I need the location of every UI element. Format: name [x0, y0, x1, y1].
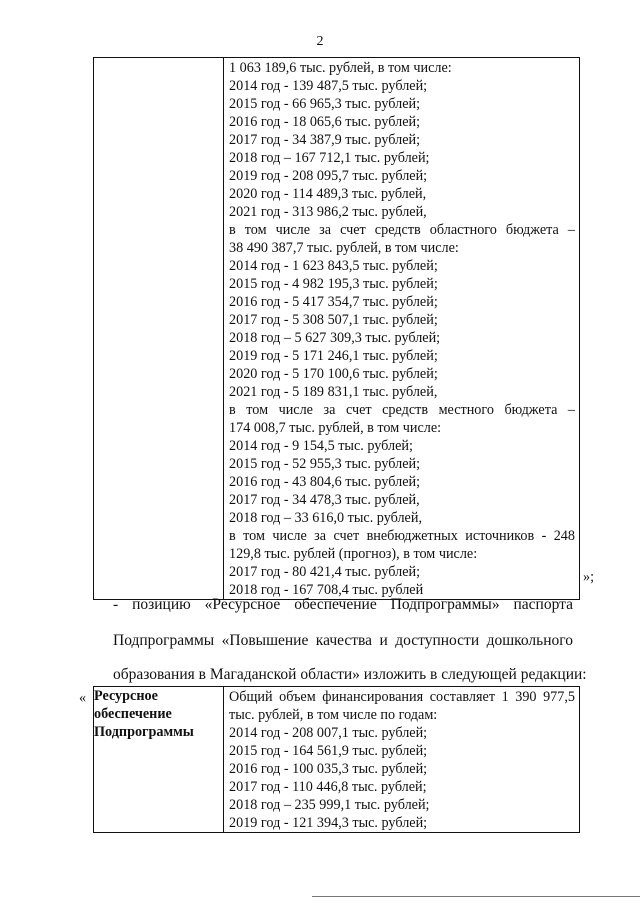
table-row: [94, 58, 580, 600]
funding-line: в том числе за счет средств областного бюджета –: [229, 222, 575, 238]
funding-line: 2018 год – 235 999,1 тыс. рублей;: [229, 797, 430, 813]
funding-line: 2017 год - 34 478,3 тыс. рублей,: [229, 492, 420, 508]
funding-line: 2019 год - 5 171 246,1 тыс. рублей;: [229, 348, 438, 364]
amendment-paragraph-line-2: [113, 631, 573, 651]
funding-line: 38 490 387,7 тыс. рублей, в том числе:: [229, 240, 459, 256]
funding-line: 2020 год - 5 170 100,6 тыс. рублей;: [229, 366, 438, 382]
table-right-cell: [224, 687, 580, 833]
funding-line: 2016 год - 5 417 354,7 тыс. рублей;: [229, 294, 438, 310]
funding-line: 2016 год - 18 065,6 тыс. рублей;: [229, 114, 421, 130]
funding-line: 2016 год - 100 035,3 тыс. рублей;: [229, 761, 428, 777]
funding-line: 2014 год - 139 487,5 тыс. рублей;: [229, 78, 428, 94]
funding-line: 2021 год - 5 189 831,1 тыс. рублей,: [229, 384, 438, 400]
funding-line: тыс. рублей, в том числе по годам:: [229, 707, 438, 723]
funding-line: 2019 год - 121 394,3 тыс. рублей;: [229, 815, 428, 831]
closing-quote: »;: [583, 569, 595, 585]
paragraph-line: Подпрограммы «Повышение качества и доступности дошкольного: [113, 632, 573, 649]
section-label-line: Подпрограммы: [94, 724, 194, 740]
footer-rule: [312, 896, 640, 897]
funding-line: 2021 год - 313 986,2 тыс. рублей,: [229, 204, 427, 220]
funding-line: 1 063 189,6 тыс. рублей, в том числе:: [229, 60, 452, 76]
funding-line: 2015 год - 66 965,3 тыс. рублей;: [229, 96, 421, 112]
funding-line: 2014 год - 1 623 843,5 тыс. рублей;: [229, 258, 438, 274]
page-number: 2: [316, 34, 324, 49]
amendment-paragraph-line-3: [113, 665, 587, 685]
section-label-cell: [94, 687, 224, 833]
funding-line: 2018 год – 33 616,0 тыс. рублей,: [229, 510, 422, 526]
funding-lines: [224, 687, 579, 832]
funding-table-continued: [93, 57, 580, 600]
funding-lines: [224, 58, 579, 599]
funding-line: 2018 год – 167 712,1 тыс. рублей;: [229, 150, 430, 166]
funding-line: 2017 год - 110 446,8 тыс. рублей;: [229, 779, 427, 795]
opening-quote: «: [79, 690, 87, 706]
section-label-line: Ресурсное: [94, 688, 158, 704]
funding-line: 129,8 тыс. рублей (прогноз), в том числе:: [229, 546, 478, 562]
paragraph-line: образования в Магаданской области» изложить в следующей редакции:: [113, 666, 587, 683]
table-right-cell: [224, 58, 580, 600]
funding-line: 2018 год – 5 627 309,3 тыс. рублей;: [229, 330, 441, 346]
table-row: [94, 687, 580, 833]
resource-provision-table: [93, 686, 580, 833]
funding-line: 2014 год - 208 007,1 тыс. рублей;: [229, 725, 428, 741]
amendment-paragraph-line-1: [113, 595, 573, 615]
funding-line: в том числе за счет средств местного бюджета –: [229, 402, 575, 418]
funding-line: Общий объем финансирования составляет 1 390 977,5: [229, 689, 575, 705]
funding-line: 2015 год - 164 561,9 тыс. рублей;: [229, 743, 428, 759]
funding-line: 174 008,7 тыс. рублей, в том числе:: [229, 420, 442, 436]
table-left-cell: [94, 58, 224, 600]
funding-line: в том числе за счет внебюджетных источников - 248: [229, 528, 575, 544]
funding-line: 2016 год - 43 804,6 тыс. рублей;: [229, 474, 421, 490]
funding-line: 2017 год - 34 387,9 тыс. рублей;: [229, 132, 421, 148]
funding-line: 2015 год - 4 982 195,3 тыс. рублей;: [229, 276, 438, 292]
section-label-line: обеспечение: [94, 706, 172, 722]
funding-line: 2015 год - 52 955,3 тыс. рублей;: [229, 456, 421, 472]
funding-line: 2019 год - 208 095,7 тыс. рублей;: [229, 168, 428, 184]
paragraph-line: - позицию «Ресурсное обеспечение Подпрограммы» паспорта: [113, 596, 573, 613]
funding-line: 2017 год - 5 308 507,1 тыс. рублей;: [229, 312, 438, 328]
funding-line: 2018 год - 167 708,4 тыс. рублей: [229, 582, 424, 598]
funding-line: 2020 год - 114 489,3 тыс. рублей,: [229, 186, 427, 202]
funding-line: 2017 год - 80 421,4 тыс. рублей;: [229, 564, 421, 580]
funding-line: 2014 год - 9 154,5 тыс. рублей;: [229, 438, 413, 454]
